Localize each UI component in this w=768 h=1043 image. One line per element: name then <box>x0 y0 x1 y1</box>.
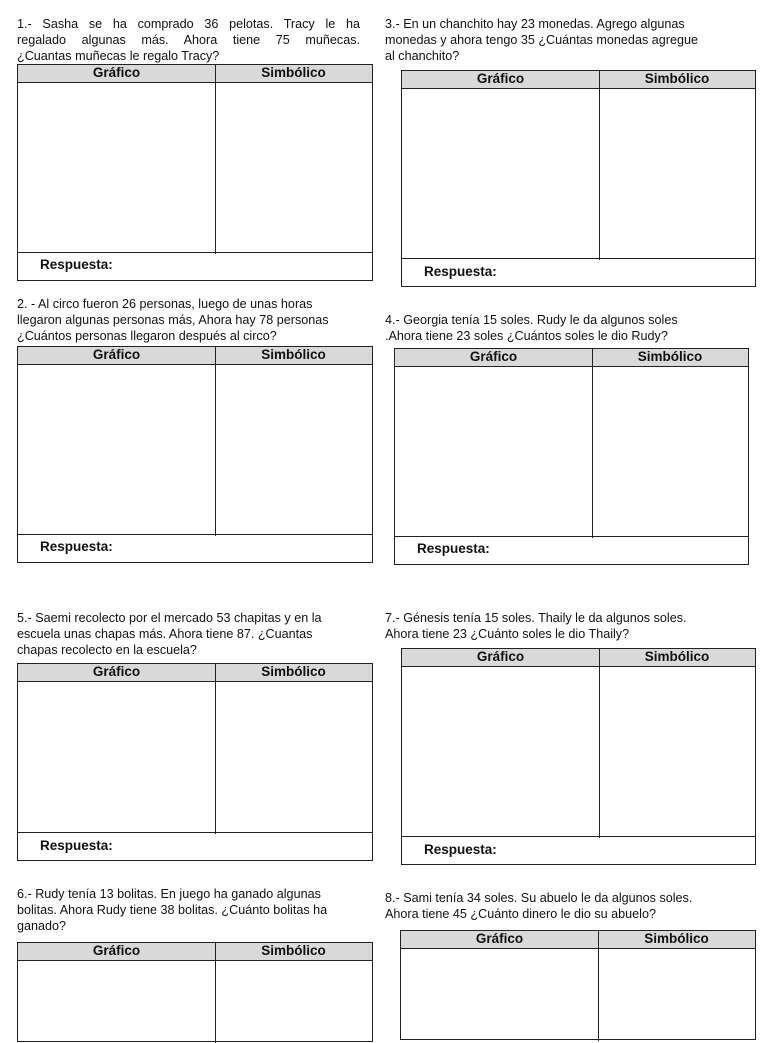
problem-text <box>385 890 745 922</box>
answer-label: Respuesta: <box>417 541 490 556</box>
answer-label: Respuesta: <box>424 842 497 857</box>
text-line: 5.- Saemi recolecto por el mercado 53 chapitas y en la <box>17 611 322 625</box>
answer-row <box>395 536 748 564</box>
header-simbolico: Simbólico <box>644 71 710 86</box>
header-grafico: Gráfico <box>92 347 141 362</box>
text-line: monedas y ahora tengo 35 ¿Cuántas monedas agregue <box>385 33 698 47</box>
text-line: ¿Cuántos personas llegaron después al circo? <box>17 329 277 343</box>
table-header <box>402 71 755 89</box>
table-header <box>402 649 755 667</box>
table-header <box>18 65 372 83</box>
text-line: bolitas. Ahora Rudy tiene 38 bolitas. ¿Cuánto bolitas ha <box>17 903 328 917</box>
answer-table <box>394 348 749 565</box>
header-simbolico: Simbólico <box>261 943 326 958</box>
header-simbolico: Simbólico <box>644 649 710 664</box>
problem-text <box>17 886 367 934</box>
text-line: al chanchito? <box>385 49 460 63</box>
problem-text <box>385 610 745 642</box>
column-divider <box>599 71 600 260</box>
answer-label: Respuesta: <box>40 257 113 272</box>
text-line: ¿Cuantas muñecas le regalo Tracy? <box>17 49 220 63</box>
text-line: Ahora tiene 45 ¿Cuánto dinero le dio su abuelo? <box>385 907 656 921</box>
text-line: 8.- Sami tenía 34 soles. Su abuelo le da algunos soles. <box>385 891 693 905</box>
answer-table <box>401 70 756 287</box>
answer-row <box>18 534 372 562</box>
answer-row <box>402 836 755 864</box>
answer-row <box>402 258 755 286</box>
text-line: regalado algunas más. Ahora tiene 75 muñecas. <box>17 33 360 47</box>
column-divider <box>215 347 216 536</box>
header-grafico: Gráfico <box>475 931 524 946</box>
table-header <box>18 943 372 961</box>
table-header <box>395 349 748 367</box>
header-grafico: Gráfico <box>476 649 525 664</box>
header-simbolico: Simbólico <box>637 349 703 364</box>
table-header <box>18 664 372 682</box>
column-divider <box>215 65 216 254</box>
answer-table <box>401 648 756 865</box>
problem-text <box>17 16 360 64</box>
answer-label: Respuesta: <box>424 264 497 279</box>
problem-text <box>17 610 367 658</box>
text-line: chapas recolecto en la escuela? <box>17 643 197 657</box>
column-divider <box>599 649 600 838</box>
text-line: 2. - Al circo fueron 26 personas, luego de unas horas <box>17 297 313 311</box>
header-grafico: Gráfico <box>476 71 525 86</box>
header-grafico: Gráfico <box>92 943 141 958</box>
header-simbolico: Simbólico <box>644 931 709 946</box>
text-line: 3.- En un chanchito hay 23 monedas. Agrego algunas <box>385 17 685 31</box>
table-header <box>18 347 372 365</box>
text-line: 4.- Georgia tenía 15 soles. Rudy le da algunos soles <box>385 313 678 327</box>
column-divider <box>215 943 216 1043</box>
header-simbolico: Simbólico <box>261 347 326 362</box>
header-grafico: Gráfico <box>92 664 141 679</box>
answer-row <box>18 832 372 860</box>
text-line: llegaron algunas personas más, Ahora hay 78 personas <box>17 313 329 327</box>
header-simbolico: Simbólico <box>261 664 326 679</box>
answer-row <box>18 252 372 280</box>
text-line: 7.- Génesis tenía 15 soles. Thaily le da algunos soles. <box>385 611 687 625</box>
problem-text <box>385 312 745 344</box>
column-divider <box>592 349 593 538</box>
column-divider <box>215 664 216 834</box>
answer-table <box>17 942 373 1042</box>
header-grafico: Gráfico <box>469 349 518 364</box>
answer-table <box>17 64 373 281</box>
problem-text <box>385 16 745 64</box>
text-line: 1.- Sasha se ha comprado 36 pelotas. Tracy le ha <box>17 17 360 31</box>
answer-table <box>17 663 373 861</box>
answer-label: Respuesta: <box>40 539 113 554</box>
answer-label: Respuesta: <box>40 838 113 853</box>
header-simbolico: Simbólico <box>261 65 326 80</box>
text-line: 6.- Rudy tenía 13 bolitas. En juego ha ganado algunas <box>17 887 321 901</box>
text-line: escuela unas chapas más. Ahora tiene 87. ¿Cuantas <box>17 627 313 641</box>
text-line: Ahora tiene 23 ¿Cuánto soles le dio Thaily? <box>385 627 630 641</box>
text-line: .Ahora tiene 23 soles ¿Cuántos soles le dio Rudy? <box>385 329 668 343</box>
table-header <box>401 931 755 949</box>
header-grafico: Gráfico <box>92 65 141 80</box>
answer-table <box>17 346 373 563</box>
column-divider <box>598 931 599 1041</box>
text-line: ganado? <box>17 919 67 933</box>
problem-text <box>17 296 367 344</box>
